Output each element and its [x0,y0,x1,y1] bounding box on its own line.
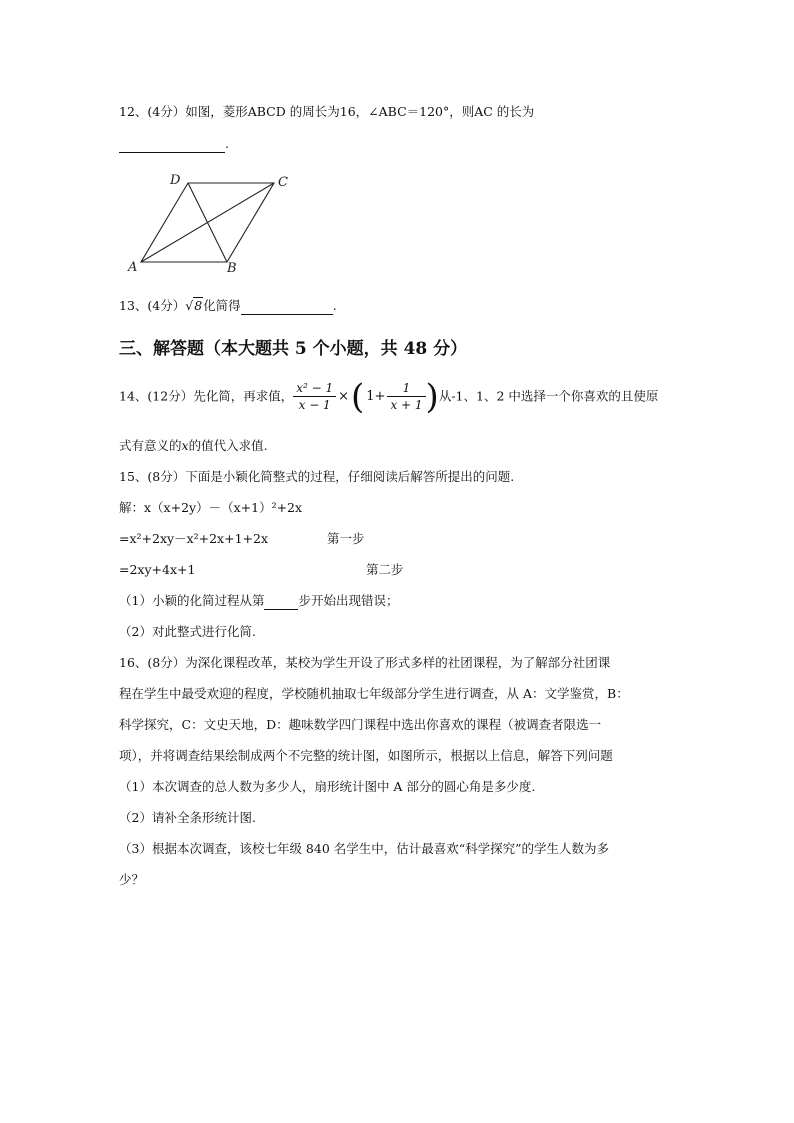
right-paren: ) [425,376,439,417]
vertex-label-a: A [128,260,138,275]
vertex-label-d: D [170,173,181,188]
vertex-label-b: B [227,261,237,276]
fraction-1-denominator: x − 1 [298,398,331,412]
q12-period: . [225,136,229,151]
q13-period: . [332,298,337,313]
fraction-1-numerator: x² − 1 [293,380,336,397]
q16-sub3: （3）根据本次调查，该校七年级 840 名学生中，估计最喜欢“科学探究”的学生人数为多 [119,841,610,856]
q12-answer-line [119,135,229,153]
fraction-1 [293,380,336,413]
q14-line1 [119,376,658,417]
vertex-label-c: C [278,175,288,190]
q15-sub1-b: 步开始出现错误； [298,593,399,608]
q13-suffix: 化简得 [203,298,241,313]
q15-sub1-a: （1）小颖的化简过程从第 [119,593,265,608]
q16-line2: 程在学生中最受欢迎的程度，学校随机抽取七年级部分学生进行调查，从 A：文学鉴赏，B： [119,686,629,701]
q14-suffix: 从-1、1、2 中选择一个你喜欢的且使原 [438,388,659,404]
q16-line4: 项），并将调查结果绘制成两个不完整的统计图，如图所示，根据以上信息，解答下列问题 [119,748,613,763]
q15-sub2: （2）对此整式进行化简. [119,624,256,639]
times-sign: × [338,388,350,404]
q15-step2: =2xy+4x+1 [119,562,196,577]
q16-sub2: （2）请补全条形统计图. [119,810,256,825]
q12-text: 12、(4分）如图，菱形ABCD 的周长为16，∠ABC＝120°，则AC 的长为 [119,104,535,119]
answer-blank[interactable] [264,595,298,610]
q15-intro: 15、(8分）下面是小颖化简整式的过程，仔细阅读后解答所提出的问题. [119,469,515,484]
fraction-2-denominator: x + 1 [390,398,423,412]
q15-sub1 [119,592,398,610]
fraction-2 [387,380,425,413]
q16-line1: 16、(8分）为深化课程改革，某校为学生开设了形式多样的社团课程，为了解部分社团课 [119,655,611,670]
radicand: 8 [194,298,203,313]
one-plus: 1+ [366,388,386,404]
q15-step0: 解：x（x+2y）－（x+1）²+2x [119,500,303,515]
q15-step1: =x²+2xy－x²+2x+1+2x [119,531,269,546]
diagonal-bd [188,183,227,262]
q15-step2-label: 第二步 [366,562,404,577]
q13-text [119,297,337,315]
q14-line2-a: 式有意义的 [119,438,182,453]
q16-line3: 科学探究，C：文史天地，D：趣味数学四门课程中选出你喜欢的课程（被调查者限选一 [119,717,602,732]
fraction-2-numerator: 1 [387,380,425,397]
q13-prefix: 13、(4分） [119,298,186,313]
q14-line2-b: 的值代入求值. [188,438,268,453]
answer-blank[interactable] [241,300,333,315]
q16-sub3-end: 少？ [119,872,145,887]
q14-line2 [119,437,268,455]
q16-sub1: （1）本次调查的总人数为多少人，扇形统计图中 A 部分的圆心角是多少度. [119,779,536,794]
variable-x: x [181,438,189,453]
rhombus-figure [119,165,299,280]
section-heading: 三、解答题（本大题共 5 个小题，共 48 分） [119,339,468,359]
answer-blank[interactable] [119,138,225,153]
sqrt-expression: √8 [185,298,203,313]
q15-step1-label: 第一步 [327,531,365,546]
q14-prefix: 14、(12分）先化简，再求值， [119,388,294,404]
left-paren: ( [351,376,365,417]
